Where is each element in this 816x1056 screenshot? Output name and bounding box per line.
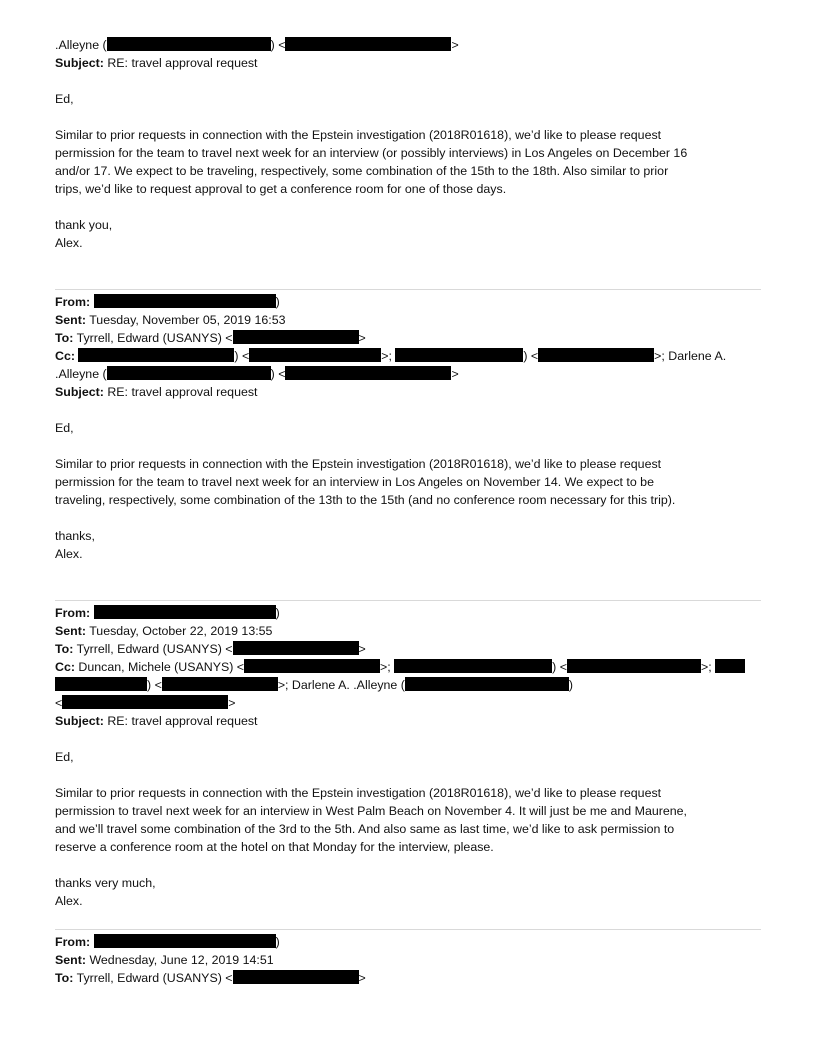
from-line: From: ) xyxy=(55,295,280,309)
sent-label: Sent: xyxy=(55,953,86,967)
cc-continuation-line: ) < >; Darlene A. .Alleyne ( ) xyxy=(55,676,573,694)
cc-label: Cc: xyxy=(55,660,75,674)
sent-line xyxy=(55,951,274,969)
message-divider xyxy=(55,600,761,601)
signature: Alex. xyxy=(55,894,83,908)
signature: Alex. xyxy=(55,547,83,561)
body-line: permission to travel next week for an interview in West Palm Beach on November 4. It will just be me and Maurene, xyxy=(55,804,687,818)
body-line: reserve a conference room at the hotel on that Monday for the interview, please. xyxy=(55,840,494,854)
redaction-block xyxy=(94,294,276,308)
to-label: To: xyxy=(55,971,74,985)
to-line: To: Tyrrell, Edward (USANYS) < > xyxy=(55,331,366,345)
cc-line: Cc: ) < >; ) < >; Darlene A. xyxy=(55,349,727,363)
from-line: From: ) xyxy=(55,935,280,949)
to-label: To: xyxy=(55,331,74,345)
from-label: From: xyxy=(55,606,91,620)
sent-label: Sent: xyxy=(55,313,86,327)
redaction-block xyxy=(107,37,271,51)
subject-line xyxy=(55,712,257,730)
from-label: From: xyxy=(55,935,91,949)
salutation: Ed, xyxy=(55,421,74,435)
message-divider xyxy=(55,289,761,290)
redaction-block xyxy=(249,348,381,362)
cc-continuation-line: .Alleyne ( ) < > xyxy=(55,367,459,381)
redaction-block xyxy=(285,366,451,380)
message-divider xyxy=(55,929,761,930)
subject-label: Subject: xyxy=(55,385,104,399)
to-label: To: xyxy=(55,642,74,656)
sent-value: Tuesday, October 22, 2019 13:55 xyxy=(89,624,273,638)
redaction-block xyxy=(538,348,654,362)
redaction-block xyxy=(567,659,701,673)
body-line: Similar to prior requests in connection with the Epstein investigation (2018R01618), we’d like to please request xyxy=(55,457,662,471)
to-line: To: Tyrrell, Edward (USANYS) < > xyxy=(55,971,366,985)
subject-value: RE: travel approval request xyxy=(107,714,258,728)
closing: thanks, xyxy=(55,529,95,543)
redaction-block xyxy=(394,659,552,673)
salutation: Ed, xyxy=(55,750,74,764)
subject-value: RE: travel approval request xyxy=(107,385,258,399)
sent-value: Tuesday, November 05, 2019 16:53 xyxy=(89,313,286,327)
cc-value: >; Darlene A. .Alleyne ( xyxy=(277,678,405,692)
cc-name: .Alleyne ( xyxy=(55,367,107,381)
to-value: Tyrrell, Edward (USANYS) < xyxy=(76,331,233,345)
subject-line xyxy=(55,54,257,72)
redaction-block xyxy=(107,366,271,380)
closing: thank you, xyxy=(55,218,113,232)
salutation: Ed, xyxy=(55,92,74,106)
body-line: permission for the team to travel next week for an interview in Los Angeles on November 14. We expect to be xyxy=(55,475,654,489)
redaction-block xyxy=(285,37,451,51)
sent-label: Sent: xyxy=(55,624,86,638)
sent-line xyxy=(55,311,286,329)
redaction-block xyxy=(405,677,569,691)
to-value: Tyrrell, Edward (USANYS) < xyxy=(76,642,233,656)
sent-line xyxy=(55,622,272,640)
sent-value: Wednesday, June 12, 2019 14:51 xyxy=(89,953,274,967)
from-line: From: ) xyxy=(55,606,280,620)
body-line: trips, we’d like to request approval to get a conference room for one of those days. xyxy=(55,182,507,196)
body-line: traveling, respectively, some combination of the 13th to the 15th (and no conference room necessary for this trip). xyxy=(55,493,676,507)
body-line: permission for the team to travel next week for an interview (or possibly interviews) in Los Angeles on December 16 xyxy=(55,146,688,160)
closing: thanks very much, xyxy=(55,876,156,890)
to-line: To: Tyrrell, Edward (USANYS) < > xyxy=(55,642,366,656)
from-label: From: xyxy=(55,295,91,309)
subject-label: Subject: xyxy=(55,56,104,70)
redaction-block xyxy=(395,348,523,362)
subject-line xyxy=(55,383,257,401)
cc-value: >; Darlene A. xyxy=(654,349,727,363)
body-line: and/or 17. We expect to be traveling, respectively, some combination of the 15th to the 18th. Also similar to prior xyxy=(55,164,669,178)
to-value: Tyrrell, Edward (USANYS) < xyxy=(76,971,233,985)
redaction-block xyxy=(244,659,380,673)
signature: Alex. xyxy=(55,236,83,250)
cc-line: Cc: Duncan, Michele (USANYS) < >; ) < >; xyxy=(55,658,745,676)
body-line: Similar to prior requests in connection with the Epstein investigation (2018R01618), we’d like to please request xyxy=(55,786,662,800)
redaction-block xyxy=(55,677,147,691)
redaction-block xyxy=(233,641,359,655)
redaction-block xyxy=(78,348,234,362)
redaction-block xyxy=(94,934,276,948)
redaction-block xyxy=(162,677,278,691)
body-line: and we’ll travel some combination of the 3rd to the 5th. And also same as last time, we’d like to ask permission to xyxy=(55,822,675,836)
body-line: Similar to prior requests in connection with the Epstein investigation (2018R01618), we’d like to please request xyxy=(55,128,662,142)
cc-continuation-line: < > xyxy=(55,696,236,710)
redaction-block xyxy=(233,330,359,344)
redaction-block xyxy=(94,605,276,619)
cc-name: .Alleyne ( xyxy=(55,38,107,52)
redaction-block xyxy=(233,970,359,984)
subject-label: Subject: xyxy=(55,714,104,728)
subject-value: RE: travel approval request xyxy=(107,56,258,70)
cc-label: Cc: xyxy=(55,349,75,363)
redaction-block xyxy=(715,659,745,673)
cc-value: Duncan, Michele (USANYS) < xyxy=(78,660,245,674)
redaction-block xyxy=(62,695,228,709)
cc-continuation-line: .Alleyne ( ) < > xyxy=(55,38,459,52)
